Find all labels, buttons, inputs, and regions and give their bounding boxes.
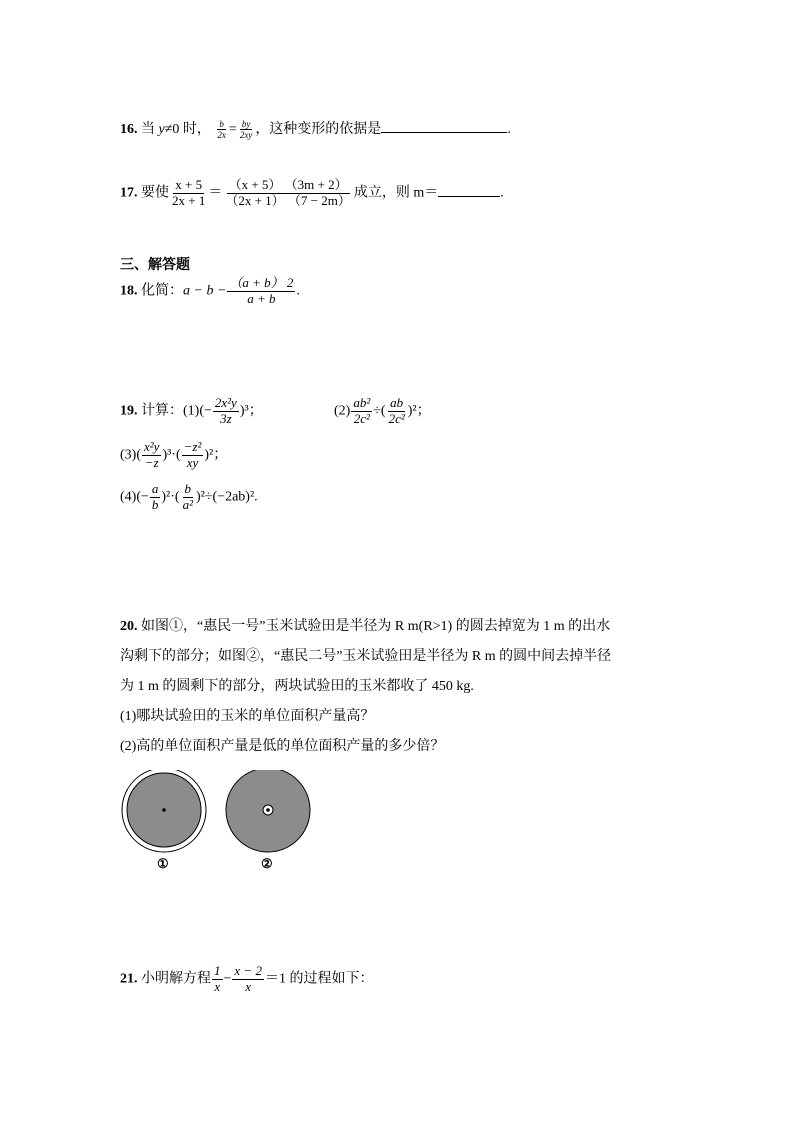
question-19-part-2 — [334, 396, 431, 427]
expression-end: )³； — [239, 403, 263, 419]
question-text: 小明解方程 — [137, 971, 211, 987]
fraction: $\frac{1}{x}$ — [214, 963, 221, 994]
expression-end: )²； — [407, 403, 431, 419]
operator: )²·( — [161, 489, 180, 505]
fraction: $\frac{\text{−z²}}{xy}$ — [183, 439, 202, 470]
question-text: ＝1 的过程如下： — [264, 971, 374, 987]
question-text: 当 — [137, 122, 159, 137]
part-label: (2) — [334, 403, 351, 419]
expression-end: )²÷(−2ab)². — [195, 489, 258, 505]
period: . — [507, 122, 511, 137]
fraction: $\frac{a}{b}$ — [151, 481, 159, 512]
part-label: (3)( — [120, 447, 141, 463]
question-20 — [120, 612, 680, 762]
question-number: 17. — [120, 185, 138, 201]
fraction: $\frac{\text{2x²y}}{3z}$ — [214, 395, 237, 426]
question-text: 如图①，“惠民一号”玉米试验田是半径为 R m(R>1) 的圆去掉宽为 1 m 的出水 — [137, 619, 611, 634]
question-number: 21. — [120, 971, 138, 987]
answer-blank[interactable] — [438, 196, 500, 197]
question-number: 16. — [120, 122, 138, 137]
fraction: $\frac{by}{2xy}$ — [239, 118, 253, 141]
variable-y: y — [158, 122, 165, 137]
question-20-line-2: 沟剩下的部分；如图②，“惠民二号”玉米试验田是半径为 R m 的圆中间去掉半径 — [120, 649, 612, 664]
period: . — [500, 185, 504, 201]
fraction: $\frac{b}{\text{a²}}$ — [182, 481, 193, 512]
question-19-part-1 — [120, 396, 263, 427]
fraction: $\frac{x - 2}{x}$ — [234, 963, 262, 994]
question-number: 20. — [120, 619, 138, 634]
answer-blank[interactable] — [381, 132, 507, 133]
question-text: 成立，则 m＝ — [353, 185, 439, 201]
part-label: (4)(− — [120, 489, 149, 505]
question-number: 18. — [120, 283, 138, 299]
fraction: $\frac{(a + b) 2}{a + b}$ — [229, 275, 294, 306]
figure-1-label: ① — [157, 856, 169, 871]
question-18 — [120, 276, 300, 307]
question-21 — [120, 964, 373, 995]
operator: ÷( — [373, 403, 386, 419]
equals-sign: = — [228, 122, 237, 137]
fraction: $\frac{\text{x²y}}{-z}$ — [144, 439, 160, 470]
fraction: $\frac{(x + 5) (3m + 2)}{(2x + 1) (7 - 2m)}$ — [225, 177, 351, 208]
figure-2-field — [226, 770, 310, 852]
question-19-part-3 — [120, 440, 227, 471]
question-text: 化简： — [137, 283, 183, 299]
equals-sign: ＝ — [208, 185, 223, 201]
question-17 — [120, 178, 504, 209]
fraction: $\frac{b}{2x}$ — [217, 118, 226, 141]
figure-1-field — [122, 770, 206, 852]
sub-question-2: (2)高的单位面积产量是低的单位面积产量的多少倍？ — [120, 739, 445, 754]
sub-question-1: (1)哪块试验田的玉米的单位面积产量高？ — [120, 709, 375, 724]
expression-end: )²； — [204, 447, 228, 463]
question-20-line-1 — [120, 612, 680, 642]
operator: )³·( — [162, 447, 181, 463]
figure-diagrams — [118, 770, 318, 860]
fraction: $\frac{\text{ab²}}{\text{2c²}}$ — [353, 395, 371, 426]
fraction: $\frac{ab}{\text{2c²}}$ — [388, 395, 405, 426]
question-text: 计算：(1)(− — [137, 403, 212, 419]
expression: a − b − — [183, 283, 227, 299]
question-text: ，这种变形的依据是 — [255, 122, 382, 137]
question-16 — [120, 118, 511, 141]
section-heading: 三、解答题 — [120, 258, 190, 273]
question-text: 要使 — [137, 185, 169, 201]
question-20-line-3: 为 1 m 的圆剩下的部分，两块试验田的玉米都收了 450 kg. — [120, 679, 474, 694]
minus-sign: − — [223, 971, 232, 987]
fraction: $\frac{x + 5}{2x + 1}$ — [172, 177, 206, 208]
question-number: 19. — [120, 403, 138, 419]
question-text: ≠0 时， — [164, 122, 211, 137]
figure-2-label: ② — [261, 856, 273, 871]
period: . — [296, 283, 300, 299]
question-19-part-4 — [120, 482, 258, 513]
